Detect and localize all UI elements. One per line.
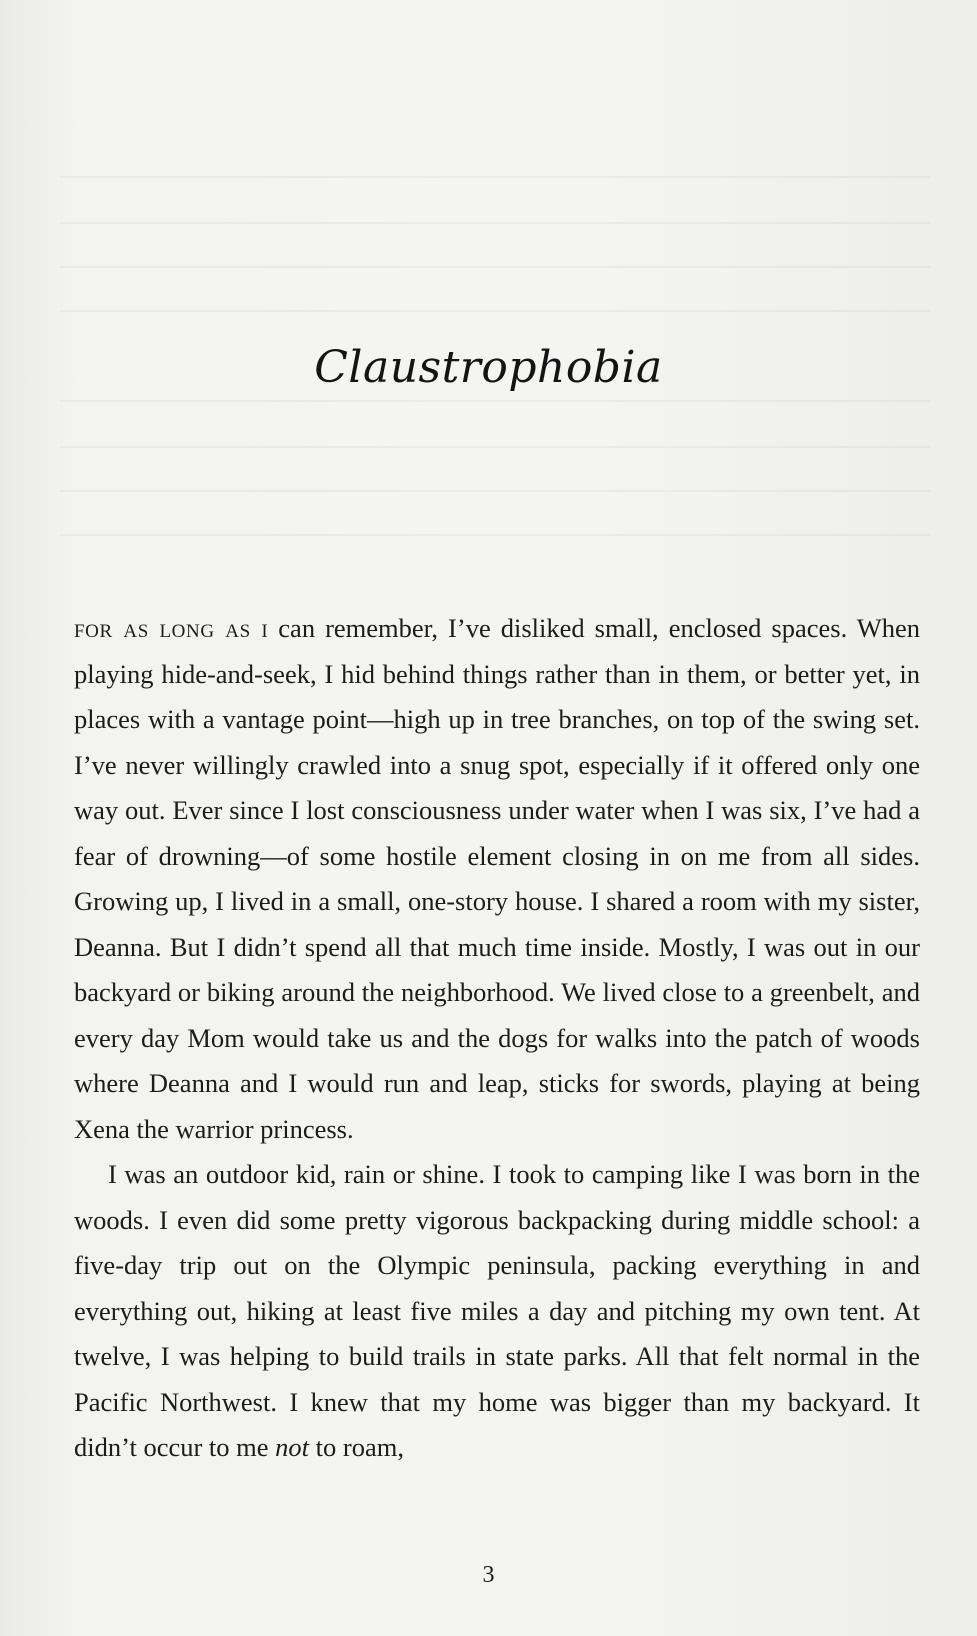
show-through-line [60, 310, 930, 312]
paragraph-text: can remember, I’ve disliked small, enclosed spaces. When playing hide-and-seek, I hid behind things rather than in them, or better yet, in places with a vantage point—high up in tree branches, on top of the swing set. I’ve never willingly crawled into a snug spot, especially if it offered only one way out. Ever since I lost consciousness under water when I was six, I’ve had a fear of drowning—of some hostile element closing in on me from all sides. Growing up, I lived in a small, one-story house. I shared a room with my sister, Deanna. But I didn’t spend all that much time inside. Mostly, I was out in our backyard or biking around the neighborhood. We lived close to a greenbelt, and every day Mom would take us and the dogs for walks into the patch of woods where Deanna and I would run and leap, sticks for swords, playing at being Xena the warrior princess. [74, 613, 921, 1144]
page-number: 3 [482, 1562, 495, 1588]
paragraph [74, 606, 920, 1152]
show-through-line [60, 446, 930, 448]
paragraph [74, 1152, 920, 1471]
show-through-line [60, 400, 930, 402]
emphasized-word: not [275, 1432, 310, 1462]
chapter-title: Claustrophobia [314, 342, 663, 393]
show-through-line [60, 222, 930, 224]
paragraph-text: to roam, [309, 1432, 404, 1462]
show-through-line [60, 176, 930, 178]
show-through-line [60, 266, 930, 268]
paragraph-lead-in: for as long as i [74, 613, 269, 643]
paragraph-text: I was an outdoor kid, rain or shine. I took to camping like I was born in the woods. I even did some pretty vigorous backpacking during middle school: a five-day trip out on the Olympic peninsula, packing everything in and everything out, hiking at least five miles a day and pitching my own tent. At twelve, I was helping to build trails in state parks. All that felt normal in the Pacific Northwest. I knew that my home was bigger than my backyard. It didn’t occur to me [74, 1159, 920, 1462]
show-through-line [60, 534, 930, 536]
show-through-line [60, 490, 930, 492]
chapter-body [74, 606, 920, 1471]
